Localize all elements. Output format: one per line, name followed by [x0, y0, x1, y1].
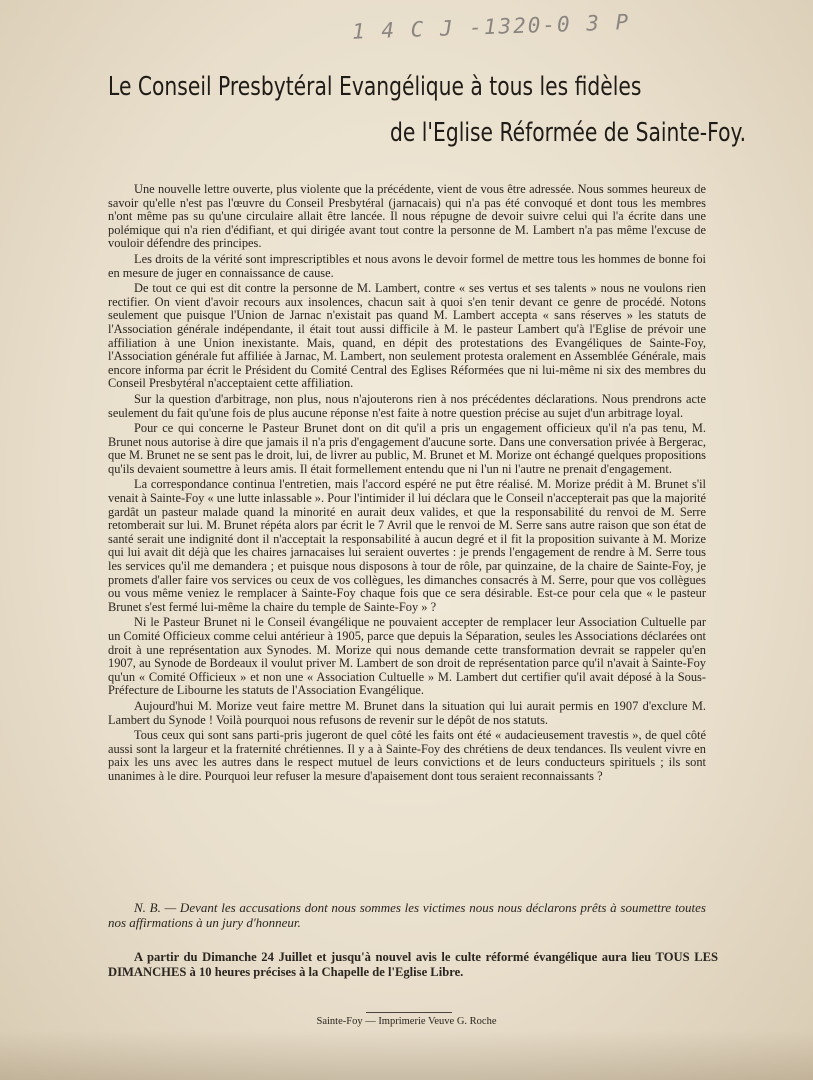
letter-body — [108, 183, 706, 786]
paragraph: La correspondance continua l'entretien, mais l'accord espéré ne put être réalisé. M. Morize prédit à M. Brunet s'il venait à Sainte-Foy « une lutte inlassable ». Pour l'intimider il lui déclara que le Conseil n'accepterait pas que la majorité gardât un pasteur malade quand la minorité en aurait deux valides, et que la responsabilité du renvoi de M. Serre retomberait sur lui. M. Brunet répéta alors par écrit le 7 Avril que le renvoi de M. Serre sans autre raison que son état de santé serait une indignité dont il n'acceptait la responsabilité à aucun degré et il fit la proposition suivante à M. Morize qui lui avait dit déjà que les chaires jarnacaises lui seraient ouvertes : je prends l'engagement de rendre à M. Serre tous les services qu'il me demandera ; et puisque nous disposons à tour de rôle, par quinzaine, de la chaire de Sainte-Foy, je promets d'aller faire vos services ou ceux de vos collègues, les dimanches consacrés à M. Serre, pour que vos collègues ou vous même veniez le remplacer à Sainte-Foy chaque fois que ce sera désirable. Est-ce pour cela que « le pasteur Brunet s'est fermé lui-même la chaire du temple de Sainte-Foy » ? — [108, 477, 707, 614]
nota-bene-text: N. B. — Devant les accusations dont nous sommes les victimes nous nous déclarons prêts à soumettre toutes nos affirmations à un jury d'honneur. — [108, 900, 706, 930]
nota-bene — [108, 900, 706, 930]
document-title-line-2: de l'Eglise Réformée de Sainte-Foy. — [390, 118, 747, 148]
paragraph: Les droits de la vérité sont imprescriptibles et nous avons le devoir formel de mettre tous les hommes de bonne foi en mesure de juger en connaissance de cause. — [108, 251, 706, 280]
printer-imprint: Sainte-Foy — Imprimerie Veuve G. Roche — [316, 1016, 497, 1027]
paragraph: Ni le Pasteur Brunet ni le Conseil évangélique ne pouvaient accepter de remplacer leur Association Cultuelle par un Comité Officieux comme celui antérieur à 1905, parce que depuis la Séparation, seules les Associations déclarées ont droit à une représentation aux Synodes. M. Morize qui nous demande cette transformation devrait se rappeler qu'en 1907, au Synode de Bordeaux il voulut priver M. Lambert de son droit de représentation parce qu'il n'avait à Sainte-Foy qu'un « Comité Officieux » et non une « Association Cultuelle » M. Lambert dut certifier qu'il avait déposé à la Sous-Préfecture de Libourne les statuts de l'Association Evangélique. — [108, 615, 706, 698]
announcement-text: A partir du Dimanche 24 Juillet et jusqu'à nouvel avis le culte réformé évangélique aura lieu TOUS LES DIMANCHES à 10 heures précises à la Chapelle de l'Eglise Libre. — [108, 950, 718, 979]
divider-rule — [366, 1012, 452, 1013]
document-title-line-1: Le Conseil Presbytéral Evangélique à tous les fidèles — [108, 72, 642, 102]
paragraph: Pour ce qui concerne le Pasteur Brunet dont on dit qu'il a pris un engagement officieux qu'il n'a pas tenu, M. Brunet nous autorise à dire que jamais il n'a pris d'engagement d'aucune sorte. Dans une conversation privée à Bergerac, que M. Brunet ne se sent pas le droit, lui, de livrer au public, M. Brunet et M. Morize ont échangé quelques propositions qu'ils devaient soumettre à leurs amis. Il était formellement entendu que ni l'un ni l'autre ne prenait d'engagement. — [108, 421, 706, 476]
paragraph: Sur la question d'arbitrage, non plus, nous n'ajouterons rien à nos précédentes déclarations. Nous prendrons acte seulement du fait qu'une fois de plus aucune réponse n'est faite à notre question précise au sujet d'un arbitrage loyal. — [108, 391, 706, 420]
service-announcement — [108, 950, 718, 980]
paper-edge-shadow — [0, 1030, 813, 1080]
paragraph: Aujourd'hui M. Morize veut faire mettre M. Brunet dans la situation qui lui aurait permis en 1907 d'exclure M. Lambert du Synode ! Voilà pourquoi nous refusons de revenir sur le dépôt de nos statuts. — [108, 698, 706, 727]
paragraph: Une nouvelle lettre ouverte, plus violente que la précédente, vient de vous être adressée. Nous sommes heureux de savoir qu'elle n'est pas l'œuvre du Conseil Presbytéral (jarnacais) qui n'a pas été convoqué et dont tous les membres n'ont même pas su qu'une circulaire allait être lancée. Il nous répugne de devoir suivre celui qui l'a écrite dans une polémique qui n'a rien d'édifiant, et qui dirigée avant tout contre la personne de M. Lambert n'a pas même l'excuse de vouloir défendre des principes. — [108, 182, 706, 251]
paragraph: Tous ceux qui sont sans parti-pris jugeront de quel côté les faits ont été « audacieusement travestis », de quel côté aussi sont la largeur et la fraternité chrétiennes. Il y a à Sainte-Foy des chrétiens de deux tendances. Ils veulent vivre en paix les uns avec les autres dans le respect mutuel de leurs convictions et de leurs conducteurs spirituels ; ils sont unanimes à le dire. Pourquoi leur refuser la mesure d'apaisement dont tous seraient reconnaissants ? — [108, 728, 706, 783]
archive-reference-mark: 1 4 C J -1320-0 3 P — [351, 10, 631, 44]
paragraph: De tout ce qui est dit contre la personne de M. Lambert, contre « ses vertus et ses talents » nous ne voulons rien rectifier. On vient d'avoir recours aux insolences, chacun sait à quoi s'en tenir devant ce genre de procédé. Notons seulement que puisque l'Union de Jarnac n'existait pas quand M. Lambert accepta « sans réserves » les statuts de l'Association générale indépendante, il était tout aussi difficile à M. le pasteur Lambert qu'à l'Eglise de prévoir une affiliation à une Union inexistante. Mais, quand, en dépit des protestations des Evangéliques de Sainte-Foy, l'Association générale fut affiliée à Jarnac, M. Lambert, non seulement protesta oralement en Assemblée Générale, mais encore informa par écrit le Président du Comité Central des Eglises Réformées que ni lui-même ni six des membres du Conseil Presbytéral n'acceptaient cette affiliation. — [108, 281, 706, 391]
